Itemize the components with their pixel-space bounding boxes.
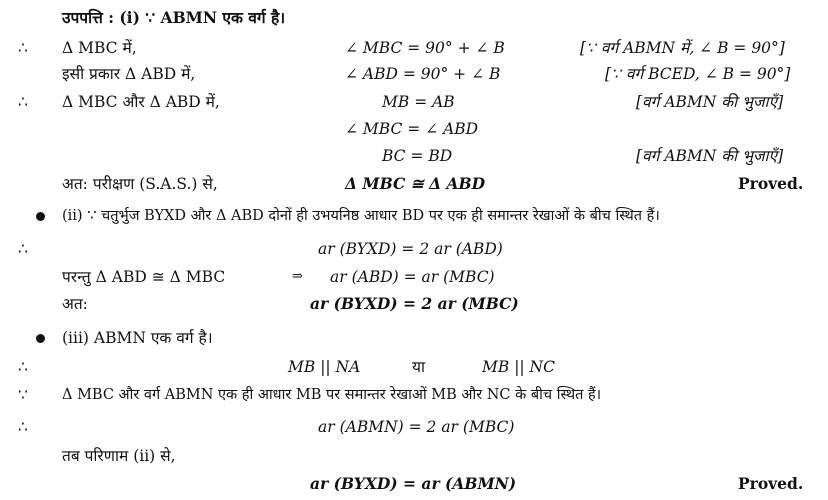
reason: [वर्ग ABMN की भुजाएँ] xyxy=(636,147,784,165)
part-iii-reason: Δ MBC और वर्ग ABMN एक ही आधार MB पर समान्तर रेखाओं MB और NC के बीच स्थित हैं। xyxy=(62,387,602,403)
equation: ar (ABMN) = 2 ar (MBC) xyxy=(318,418,515,436)
equation: ∠ MBC = ∠ ABD xyxy=(345,120,479,138)
step-label: अत: परीक्षण (S.A.S.) से, xyxy=(62,175,218,193)
reason: [∵ वर्ग ABMN में, ∠ B = 90°] xyxy=(580,39,785,57)
step-label: Δ MBC में, xyxy=(62,39,137,57)
therefore-symbol: ∴ xyxy=(18,418,28,436)
parallel-statement: MB || NC xyxy=(482,358,555,376)
equation: MB = AB xyxy=(382,93,455,111)
congruence-result: Δ MBC ≅ Δ ABD xyxy=(345,174,486,193)
proof-heading: उपपत्ति : (i) ∵ ABMN एक वर्ग है। xyxy=(62,8,286,27)
therefore-symbol: ∴ xyxy=(18,39,28,57)
equation: ar (ABD) = ar (MBC) xyxy=(330,268,495,286)
therefore-symbol: ∴ xyxy=(18,240,28,258)
area-result: ar (BYXD) = 2 ar (MBC) xyxy=(310,294,519,313)
step-label: परन्तु Δ ABD ≅ Δ MBC xyxy=(62,268,226,286)
reason: [वर्ग ABMN की भुजाएँ] xyxy=(636,93,784,111)
parallel-statement: MB || NA xyxy=(288,358,361,376)
implies-icon: ⇒ xyxy=(292,269,303,284)
step-label: Δ MBC और Δ ABD में, xyxy=(62,93,220,111)
equation: ar (BYXD) = 2 ar (ABD) xyxy=(318,240,503,258)
proved-label: Proved. xyxy=(738,174,804,193)
part-ii-statement: (ii) ∵ चतुर्भुज BYXD और Δ ABD दोनों ही उभयनिष्ठ आधार BD पर एक ही समान्तर रेखाओं के बीच स्थित हैं। xyxy=(62,208,660,224)
equation: BC = BD xyxy=(382,147,453,165)
bullet-icon xyxy=(36,334,45,343)
step-label: अत: xyxy=(62,295,88,313)
bullet-icon xyxy=(36,212,45,221)
proved-label: Proved. xyxy=(738,474,804,493)
equation: ∠ MBC = 90° + ∠ B xyxy=(345,39,505,57)
part-iii-statement: (iii) ABMN एक वर्ग है। xyxy=(62,329,213,347)
equation: ∠ ABD = 90° + ∠ B xyxy=(345,65,501,83)
therefore-symbol: ∴ xyxy=(18,358,28,376)
step-label: इसी प्रकार Δ ABD में, xyxy=(62,65,196,83)
or-label: या xyxy=(412,358,426,376)
because-symbol: ∵ xyxy=(18,386,28,404)
therefore-symbol: ∴ xyxy=(18,93,28,111)
final-result: ar (BYXD) = ar (ABMN) xyxy=(310,474,517,493)
reason: [∵ वर्ग BCED, ∠ B = 90°] xyxy=(605,65,791,83)
step-label: तब परिणाम (ii) से, xyxy=(62,447,176,465)
